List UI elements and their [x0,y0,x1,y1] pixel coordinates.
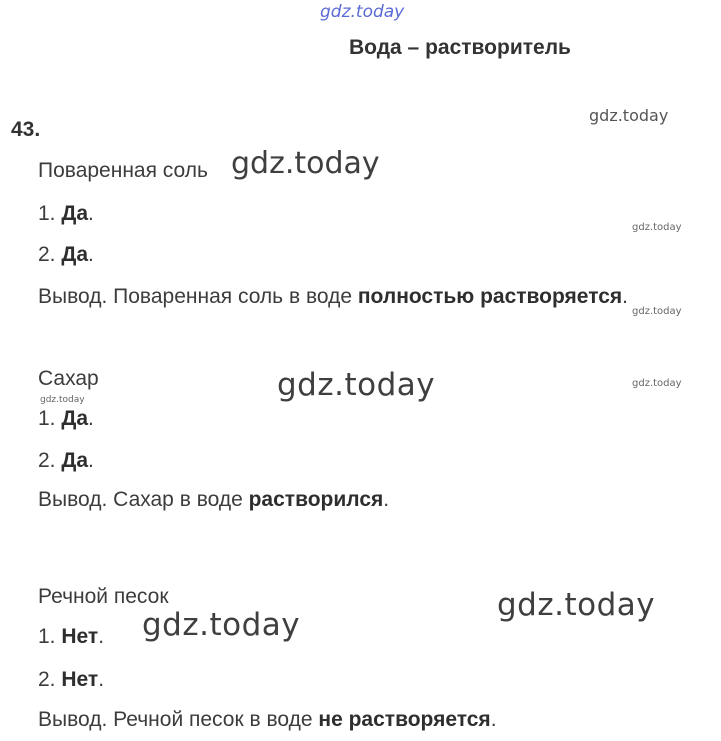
sugar-answer-1: 1. Да. [38,407,94,430]
sand-answer-1: 1. Нет. [38,625,105,648]
salt-heading: Поваренная соль [38,159,208,182]
sugar-answer-2: 2. Да. [38,449,94,472]
sand-heading: Речной песок [38,585,169,608]
sand-answer-2: 2. Нет. [38,668,105,691]
watermark: gdz.today [497,587,656,623]
watermark: gdz.today [231,146,380,181]
watermark: gdz.today [632,306,682,317]
page-title: Вода – растворитель [349,36,571,59]
task-number: 43. [11,118,41,141]
salt-answer-2: 2. Да. [38,243,94,266]
salt-conclusion: Вывод. Поваренная соль в воде полностью растворяется. [38,285,628,308]
watermark-top: gdz.today [320,2,405,22]
sugar-heading: Сахар [38,367,99,390]
watermark: gdz.today [142,607,301,643]
watermark: gdz.today [40,395,85,405]
watermark: gdz.today [632,222,682,233]
salt-answer-1: 1. Да. [38,202,94,225]
sugar-conclusion: Вывод. Сахар в воде растворился. [38,488,390,511]
sand-conclusion: Вывод. Речной песок в воде не растворяется. [38,708,497,731]
watermark: gdz.today [277,367,436,403]
watermark: gdz.today [632,378,682,389]
watermark: gdz.today [589,106,669,125]
